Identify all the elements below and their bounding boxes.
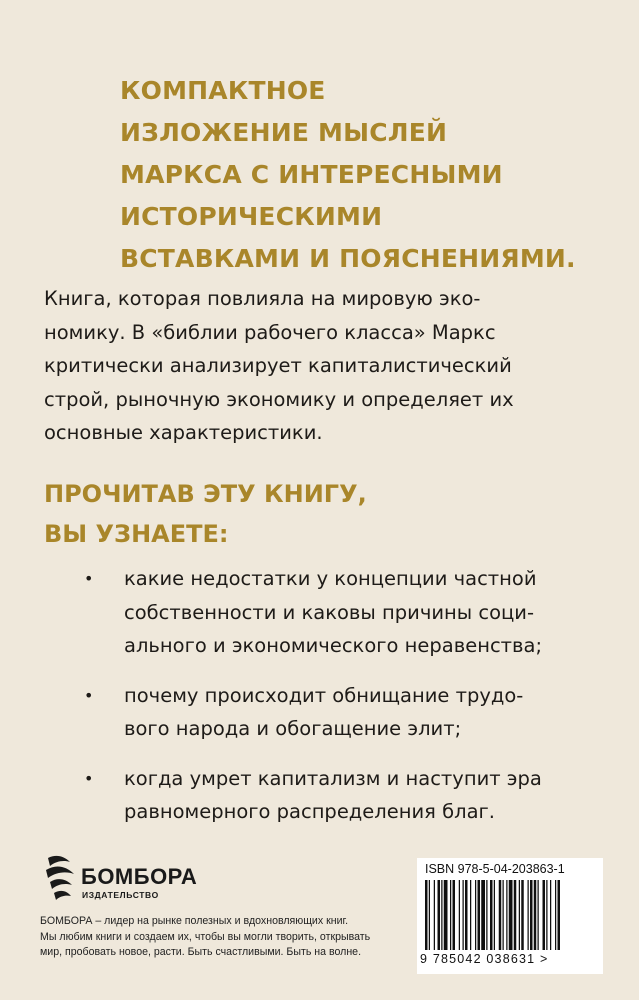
barcode-bar xyxy=(459,880,460,950)
intro-line: строй, рыночную экономику и определяет их xyxy=(44,387,514,411)
bullet-marker: • xyxy=(84,768,94,788)
barcode-bar xyxy=(475,880,476,950)
barcode-bar xyxy=(463,880,464,950)
publisher-line: мир, пробовать новое, расти. Быть счастливыми. Быть на волне. xyxy=(40,946,362,958)
bullet-line: какие недостатки у концепции частной xyxy=(124,567,537,590)
barcode-bar xyxy=(429,880,430,950)
barcode-bar xyxy=(543,880,546,950)
intro-line: критически анализирует капиталистический xyxy=(44,354,512,377)
barcode-bar xyxy=(494,880,495,950)
barcode-bar xyxy=(555,880,556,950)
bullet-line: равномерного распределения благ. xyxy=(124,800,495,823)
barcode-bar xyxy=(503,880,504,950)
barcode-bar xyxy=(438,880,441,950)
bullet-line: собственности и каковы причины соци- xyxy=(124,600,534,624)
barcode-bar xyxy=(558,880,561,950)
section-heading-line: ВЫ УЗНАЕТЕ: xyxy=(44,520,229,548)
publisher-logo xyxy=(44,852,204,908)
bullet-list xyxy=(84,562,604,845)
headline xyxy=(120,70,620,280)
intro-line: основные характеристики. xyxy=(44,421,323,444)
publisher-line: Мы любим книги и создаем их, чтобы вы могли творить, открывать xyxy=(40,930,371,943)
bullet-item xyxy=(84,762,604,829)
barcode-bar xyxy=(434,880,435,950)
barcode-bar xyxy=(444,880,448,950)
barcode-bar xyxy=(546,880,547,950)
intro-line: номику. В «библии рабочего класса» Маркс xyxy=(44,320,496,344)
barcode-bar xyxy=(538,880,539,950)
barcode-bar xyxy=(499,880,502,950)
headline-line: ИСТОРИЧЕСКИМИ xyxy=(120,202,383,231)
section-heading-line: ПРОЧИТАВ ЭТУ КНИГУ, xyxy=(44,480,367,508)
barcode-bar xyxy=(450,880,451,950)
barcode-panel xyxy=(417,858,603,974)
bullet-line: ального и экономического неравенства; xyxy=(124,634,543,657)
barcode-bar xyxy=(509,880,513,950)
bullet-marker: • xyxy=(84,685,94,705)
logo-name: БОМБОРА xyxy=(81,864,198,889)
barcode-bar xyxy=(465,880,468,950)
bombora-wave-icon xyxy=(44,852,76,904)
barcode-bar xyxy=(514,880,517,950)
barcode-bar xyxy=(550,880,551,950)
barcode-bar xyxy=(534,880,537,950)
barcode-bar xyxy=(490,880,493,950)
intro-paragraph xyxy=(44,282,604,450)
barcode-image xyxy=(423,880,597,952)
barcode-bar xyxy=(481,880,485,950)
barcode-bar xyxy=(470,880,471,950)
barcode-digits: 9 785042 038631 > xyxy=(420,952,549,966)
intro-line: Книга, которая повлияла на мировую эко- xyxy=(44,287,481,310)
bullet-item xyxy=(84,679,604,746)
headline-line: ВСТАВКАМИ И ПОЯСНЕНИЯМИ. xyxy=(120,244,576,273)
barcode-bar xyxy=(441,880,442,950)
publisher-line: БОМБОРА – лидер на рынке полезных и вдохновляющих книг. xyxy=(40,915,349,927)
barcode-bar xyxy=(521,880,524,950)
barcode-bar xyxy=(453,880,456,950)
barcode-bar xyxy=(528,880,529,950)
headline-line: КОМПАКТНОЕ xyxy=(120,76,326,105)
bullet-line: почему происходит обнищание трудо- xyxy=(124,683,524,707)
headline-line: МАРКСА С ИНТЕРЕСНЫМИ xyxy=(120,160,503,189)
barcode-bar xyxy=(519,880,520,950)
bullet-line: когда умрет капитализм и наступит эра xyxy=(124,766,542,790)
bullet-item xyxy=(84,562,604,663)
barcode-bar xyxy=(478,880,481,950)
barcode-bar xyxy=(530,880,533,950)
publisher-blurb xyxy=(40,914,410,961)
isbn-label: ISBN 978-5-04-203863-1 xyxy=(425,862,565,876)
barcode-bar xyxy=(506,880,507,950)
bullet-line: вого народа и обогащение элит; xyxy=(124,717,462,740)
section-heading xyxy=(44,474,604,554)
headline-line: ИЗЛОЖЕНИЕ МЫСЛЕЙ xyxy=(120,118,448,147)
bullet-marker: • xyxy=(84,569,94,588)
barcode-bar xyxy=(425,880,428,950)
barcode-bar xyxy=(486,880,487,950)
logo-subtitle: ИЗДАТЕЛЬСТВО xyxy=(82,890,159,900)
